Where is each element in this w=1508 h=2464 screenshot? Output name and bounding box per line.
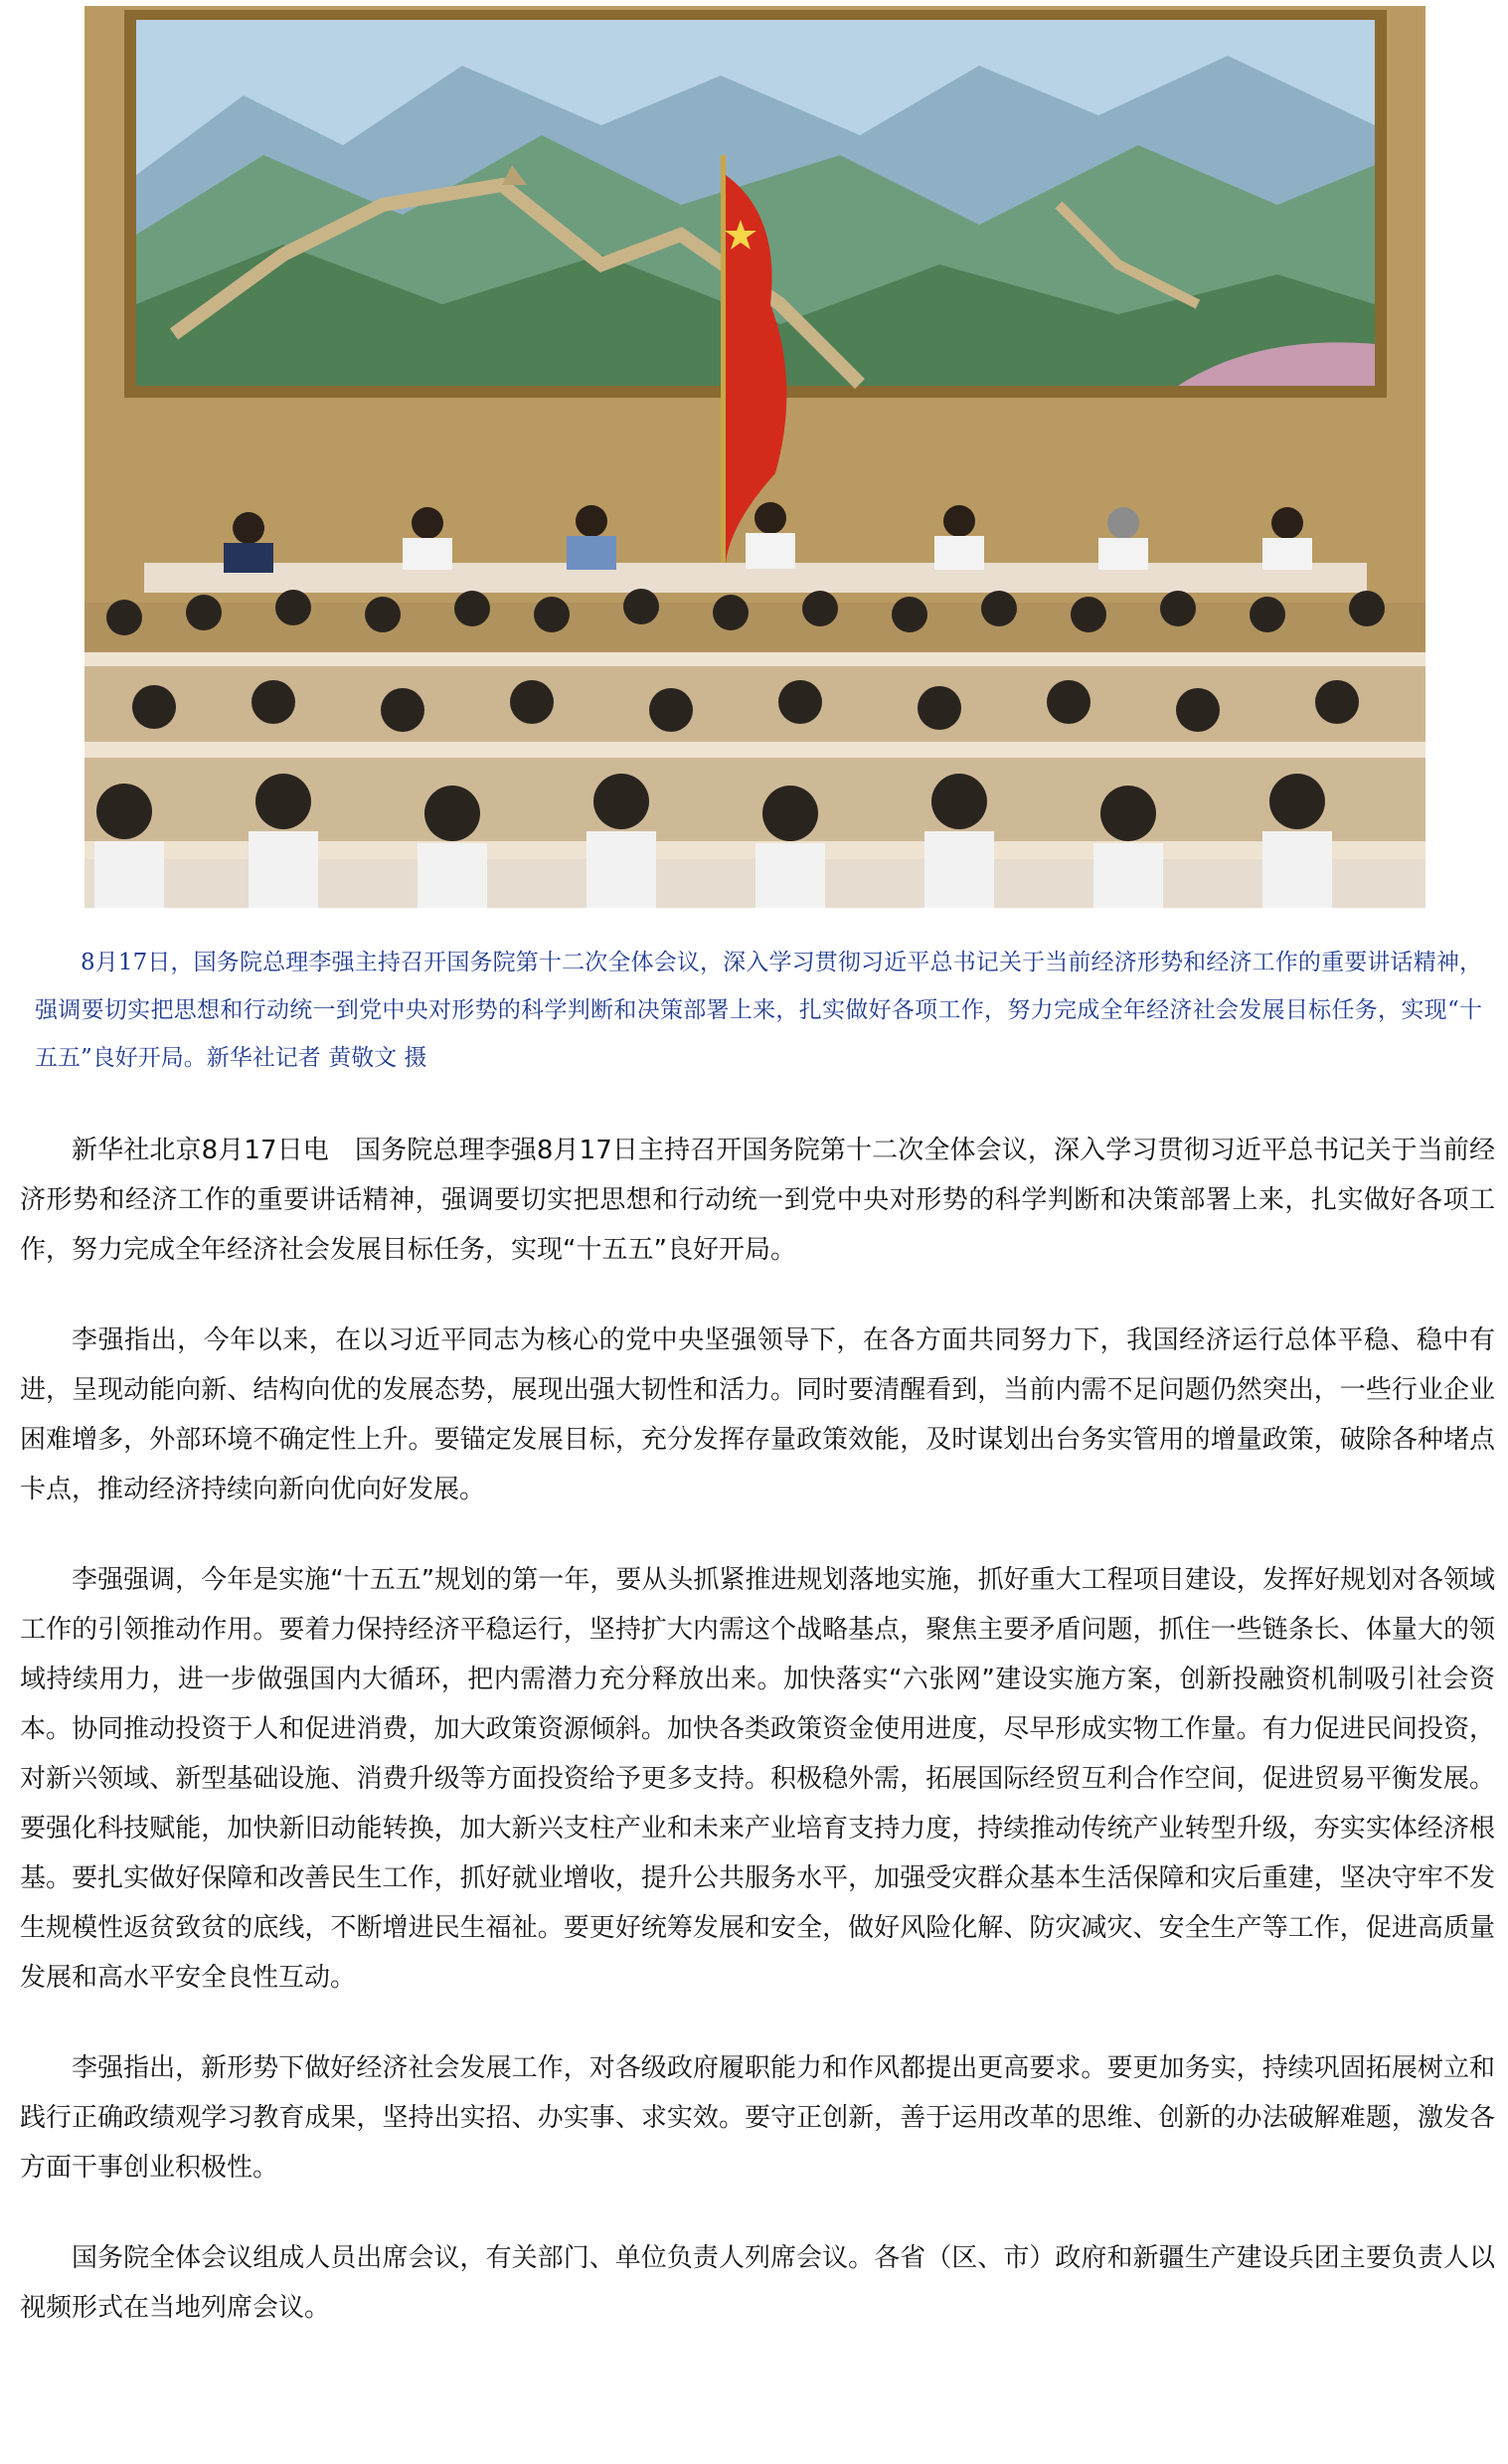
- article-paragraph: 国务院全体会议组成人员出席会议，有关部门、单位负责人列席会议。各省（区、市）政府和新疆生产建设兵团主要负责人以视频形式在当地列席会议。: [20, 2243, 1495, 2323]
- flag-pole: [721, 155, 726, 573]
- meeting-photo-illustration: [84, 6, 1425, 908]
- meeting-photo: [84, 6, 1425, 908]
- article-paragraph: 李强指出，新形势下做好经济社会发展工作，对各级政府履职能力和作风都提出更高要求。要更加务实，持续巩固拓展树立和践行正确政绩观学习教育成果，坚持出实招、办实事、求实效。要守正创新，善于运用改革的思维、创新的办法破解难题，激发各方面干事创业积极性。: [20, 2053, 1495, 2183]
- article-body: [20, 1126, 1495, 2374]
- article-paragraph: 新华社北京8月17日电 国务院总理李强8月17日主持召开国务院第十二次全体会议，深入学习贯彻习近平总书记关于当前经济形势和经济工作的重要讲话精神，强调要切实把思想和行动统一到党中央对形势的科学判断和决策部署上来，扎实做好各项工作，努力完成全年经济社会发展目标任务，实现“十五五”良好开局。: [20, 1136, 1495, 1265]
- photo-caption: 8月17日，国务院总理李强主持召开国务院第十二次全体会议，深入学习贯彻习近平总书记关于当前经济形势和经济工作的重要讲话精神，强调要切实把思想和行动统一到党中央对形势的科学判断和决策部署上来，扎实做好各项工作，努力完成全年经济社会发展目标任务，实现“十五五”良好开局。新华社记者 黄敬文 摄: [35, 950, 1482, 1071]
- article-paragraph: 李强强调，今年是实施“十五五”规划的第一年，要从头抓紧推进规划落地实施，抓好重大工程项目建设，发挥好规划对各领域工作的引领推动作用。要着力保持经济平稳运行，坚持扩大内需这个战略基点，聚焦主要矛盾问题，抓住一些链条长、体量大的领域持续用力，进一步做强国内大循环，把内需潜力充分释放出来。加快落实“六张网”建设实施方案，创新投融资机制吸引社会资本。协同推动投资于人和促进消费，加大政策资源倾斜。加快各类政策资金使用进度，尽早形成实物工作量。有力促进民间投资，对新兴领域、新型基础设施、消费升级等方面投资给予更多支持。积极稳外需，拓展国际经贸互利合作空间，促进贸易平衡发展。要强化科技赋能，加快新旧动能转换，加大新兴支柱产业和未来产业培育支持力度，持续推动传统产业转型升级，夯实实体经济根基。要扎实做好保障和改善民生工作，抓好就业增收，提升公共服务水平，加强受灾群众基本生活保障和灾后重建，坚决守牢不发生规模性返贫致贫的底线，不断增进民生福祉。要更好统筹发展和安全，做好风险化解、防灾减灾、安全生产等工作，促进高质量发展和高水平安全良性互动。: [20, 1565, 1495, 1993]
- article-paragraph: 李强指出，今年以来，在以习近平同志为核心的党中央坚强领导下，在各方面共同努力下，我国经济运行总体平稳、稳中有进，呈现动能向新、结构向优的发展态势，展现出强大韧性和活力。同时要清醒看到，当前内需不足问题仍然突出，一些行业企业困难增多，外部环境不确定性上升。要锚定发展目标，充分发挥存量政策效能，及时谋划出台务实管用的增量政策，破除各种堵点卡点，推动经济持续向新向优向好发展。: [20, 1325, 1495, 1504]
